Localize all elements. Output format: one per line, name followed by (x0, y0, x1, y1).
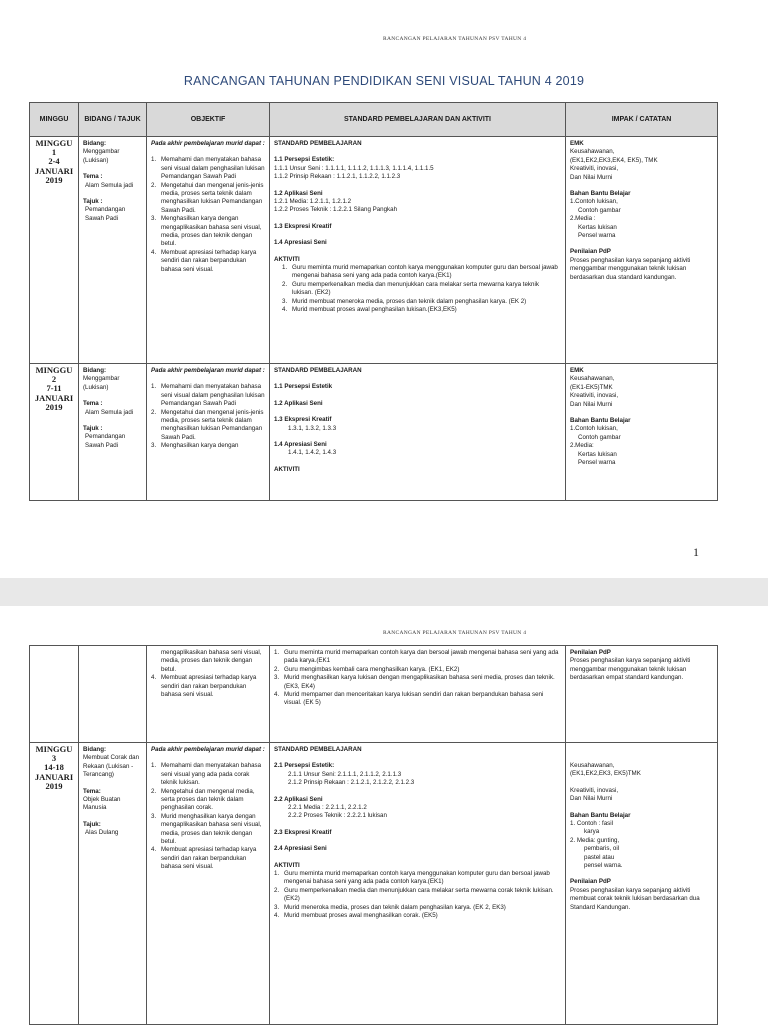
sp-apresiasi: 1.4 Apresiasi Seni (274, 441, 327, 449)
objective-item: mengaplikasikan bahasa seni visual, media, proses dan teknik dengan betul. (161, 649, 262, 673)
tajuk-value: Pemandangan Sawah Padi (85, 433, 126, 449)
standard-cell (270, 646, 566, 743)
col-header-impak: IMPAK / CATATAN (566, 103, 718, 137)
sp-ekspresi: 2.3 Ekspresi Kreatif (274, 828, 332, 836)
week-cell (30, 137, 79, 364)
sp-line: 1.1.2 Prinsip Rekaan : 1.1.2.1, 1.1.2.2, 1.1.2.3 (274, 173, 401, 181)
bidang-value: Menggambar (Lukisan) (83, 148, 120, 164)
objective-intro: Pada akhir pembelajaran murid dapat : (151, 140, 265, 147)
plan-table-page-2 (29, 645, 718, 1025)
sp-line: 2.2.2 Proses Teknik : 2.2.2.1 lukisan (288, 812, 387, 820)
sp-aplikasi: 1.2 Aplikasi Seni (274, 189, 323, 197)
sp-ekspresi: 1.3 Ekspresi Kreatif (274, 222, 332, 230)
sp-line: 2.2.1 Media : 2.2.1.1, 2.2.1.2 (288, 804, 367, 812)
standard-cell (270, 137, 566, 364)
tajuk-label: Tajuk : (83, 198, 103, 206)
emk-label: EMK (570, 140, 584, 147)
activity-item: 2. Guru memperkenalkan media dan menunjukkan cara melakar serta mewarna karya teknik lukisan. (EK2) (282, 280, 539, 297)
page-gap (0, 578, 768, 606)
bidang-cell (79, 646, 147, 743)
tajuk-label: Tajuk : (83, 425, 103, 433)
col-header-minggu: MINGGU (30, 103, 79, 137)
tema-value: Alam Semula jadi (85, 181, 134, 189)
sp-persepsi: 2.1 Persepsi Estetik: (274, 762, 335, 770)
week-cell (30, 364, 79, 501)
emk-line: Keusahawanan, (570, 148, 615, 156)
sp-persepsi: 1.1 Persepsi Estetik (274, 383, 333, 391)
aktiviti-label: AKTIVITI (274, 255, 300, 263)
sp-line: 2.1.1 Unsur Seni: 2.1.1.1, 2.1.1.2, 2.1.1.3 (288, 770, 402, 778)
activity-item: 2. Guru mengimbas kembali cara menghasilkan karya. (EK1, EK2) (274, 665, 460, 673)
bidang-label: Bidang: (83, 746, 107, 753)
sp-heading: STANDARD PEMBELAJARAN (274, 140, 362, 147)
bidang-cell (79, 743, 147, 1025)
pdp-text: Proses penghasilan karya sepanjang aktiviti membuat corak teknik lukisan berdasarkan dua Standard Kandungan. (570, 886, 700, 911)
week-label: MINGGU (35, 744, 73, 754)
week-dates: 14-18 (44, 762, 64, 773)
objective-item: 4. Membuat apresiasi terhadap karya sendiri dan rakan berpandukan bahasa seni visual. (151, 674, 257, 699)
running-header: RANCANGAN PELAJARAN TAHUNAN PSV TAHUN 4 (383, 630, 527, 636)
bbb-line: pembaris, oil (584, 845, 620, 853)
week-number: 1 (51, 147, 57, 158)
bbb-line: 1.Contoh lukisan, (570, 198, 618, 206)
sp-aplikasi: 2.2 Aplikasi Seni (274, 795, 323, 803)
bbb-line: 1.Contoh lukisan, (570, 425, 618, 433)
tema-label: Tema : (83, 173, 103, 181)
sp-heading: STANDARD PEMBELAJARAN (274, 746, 362, 753)
tema-value: Alam Semula jadi (85, 408, 134, 416)
pdp-text: Proses penghasilan karya sepanjang aktiviti menggambar menggunakan teknik lukisan berdasarkan empat standard kandungan. (570, 657, 691, 682)
col-header-standard: STANDARD PEMBELAJARAN DAN AKTIVITI (270, 103, 566, 137)
tema-value: Objek Buatan Manusia (83, 796, 121, 812)
week-label: MINGGU (35, 138, 73, 148)
objective-item: 4. Membuat apresiasi terhadap karya sendiri dan rakan berpandukan bahasa seni visual. (151, 248, 257, 273)
week-month: JANUARI (34, 165, 74, 176)
table-row-week-2 (30, 364, 718, 501)
aktiviti-label: AKTIVITI (274, 861, 300, 869)
sp-aplikasi: 1.2 Aplikasi Seni (274, 399, 323, 407)
week-cell (30, 646, 79, 743)
activity-item: 1. Guru meminta murid memaparkan contoh karya menggunakan komputer guru dan bersoal jawab mengenai bahasa seni yang ada pada contoh karya.(EK1) (282, 264, 558, 280)
objective-intro: Pada akhir pembelajaran murid dapat : (151, 367, 265, 374)
bbb-line: Pensel warna (578, 459, 616, 467)
table-row-week-1 (30, 137, 718, 364)
bbb-line: Pensel warna (578, 232, 616, 240)
emk-line: Keusahawanan, (570, 375, 615, 383)
standard-cell (270, 364, 566, 501)
standard-cell (270, 743, 566, 1025)
week-dates: 2-4 (48, 156, 60, 167)
tajuk-value: Alas Dulang (85, 829, 119, 837)
emk-label: EMK (570, 367, 584, 374)
table-row-week-2-continued (30, 646, 718, 743)
bbb-label: Bahan Bantu Belajar (570, 811, 631, 819)
objektif-cell (147, 364, 270, 501)
objective-item: 4. Membuat apresiasi terhadap karya sendiri dan rakan berpandukan bahasa seni visual. (151, 846, 257, 871)
week-year: 2019 (45, 780, 63, 791)
week-month: JANUARI (34, 392, 74, 403)
objective-item: 1. Memahami dan menyatakan bahasa seni visual yang ada pada corak teknik lukisan. (151, 762, 262, 787)
table-row-week-3 (30, 743, 718, 1025)
bbb-line: pastel atau (584, 853, 615, 861)
activity-item: 3. Murid menghasilkan karya lukisan dengan mengaplikasikan bahasa seni media, proses dan teknik. (EK3, EK4) (274, 674, 555, 690)
pdp-label: Penilaian PdP (570, 878, 611, 886)
week-month: JANUARI (34, 771, 74, 782)
activity-item: 3. Murid membuat meneroka media, proses dan teknik dalam penghasilan karya. (EK 2) (282, 297, 527, 305)
emk-line: Dan Nilai Murni (570, 173, 613, 181)
bidang-label: Bidang: (83, 367, 107, 374)
bbb-line: Kertas lukisan (578, 450, 617, 458)
bbb-line: 2.Media : (570, 215, 596, 223)
objective-intro: Pada akhir pembelajaran murid dapat : (151, 746, 265, 753)
sp-apresiasi: 1.4 Apresiasi Seni (274, 239, 327, 247)
objective-item: 2. Mengetahui dan mengenal jenis-jenis media, proses serta teknik dalam menghasilkan lukisan Pemandangan Sawah Padi. (151, 181, 264, 214)
bidang-value: Menggambar (Lukisan) (83, 375, 120, 391)
bbb-label: Bahan Bantu Belajar (570, 190, 631, 198)
week-year: 2019 (45, 401, 63, 412)
sp-apresiasi: 2.4 Apresiasi Seni (274, 845, 327, 853)
activity-item: 4. Murid mempamer dan menceritakan karya lukisan sendiri dan rakan berpandukan bahasa seni visual. (EK 5) (274, 691, 544, 707)
objective-item: 2. Mengetahui dan mengenal media, serta proses dan teknik dalam penghasilan corak. (151, 787, 255, 812)
objective-item: 2. Mengetahui dan mengenal jenis-jenis media, proses serta teknik dalam menghasilkan lukisan Pemandangan Sawah Padi. (151, 408, 264, 441)
col-header-bidang: BIDANG / TAJUK (79, 103, 147, 137)
sp-line: 1.4.1, 1.4.2, 1.4.3 (288, 449, 337, 457)
sp-persepsi: 1.1 Persepsi Estetik: (274, 156, 335, 164)
sp-line: 1.1.1 Unsur Seni : 1.1.1.1, 1.1.1.2, 1.1.1.3, 1.1.1.4, 1.1.1.5 (274, 164, 434, 172)
bidang-cell (79, 137, 147, 364)
week-number: 2 (51, 374, 57, 385)
emk-line: (EK1-EK5)TMK (570, 383, 613, 391)
emk-line: Dan Nilai Murni (570, 400, 613, 408)
week-dates: 7-11 (46, 383, 62, 394)
bbb-line: Kertas lukisan (578, 223, 617, 231)
pdp-label: Penilaian PdP (570, 248, 611, 256)
bidang-value: Membuat Corak dan Rekaan (Lukisan - Terancang) (83, 754, 140, 779)
tajuk-value: Pemandangan Sawah Padi (85, 206, 126, 222)
week-cell (30, 743, 79, 1025)
emk-line: (EK1,EK2,EK3,EK4, EK5), TMK (570, 156, 658, 164)
plan-table-page-1 (29, 102, 718, 501)
sp-line: 1.2.2 Proses Teknik : 1.2.2.1 Silang Pangkah (274, 206, 398, 214)
impak-cell (566, 137, 718, 364)
impak-cell (566, 646, 718, 743)
page-number: 1 (693, 545, 699, 559)
tajuk-label: Tajuk: (83, 820, 101, 828)
objective-item: 1. Memahami dan menyatakan bahasa seni visual dalam penghasilan lukisan Pemandangan Sawah Padi (151, 383, 265, 408)
sp-line: 1.2.1 Media: 1.2.1.1, 1.2.1.2 (274, 198, 352, 206)
week-label: MINGGU (35, 365, 73, 375)
objektif-cell (147, 137, 270, 364)
activity-item: 2. Guru memperkenalkan media dan menunjukkan cara melakar serta mewarna corak teknik lukisan. (EK2) (274, 886, 554, 903)
objective-item: 1. Memahami dan menyatakan bahasa seni visual dalam penghasilan lukisan Pemandangan Sawah Padi (151, 156, 265, 181)
document-title: RANCANGAN TAHUNAN PENDIDIKAN SENI VISUAL TAHUN 4 2019 (183, 74, 585, 88)
aktiviti-label: AKTIVITI (274, 465, 300, 473)
activity-item: 4. Murid membuat proses awal penghasilan lukisan.(EK3,EK5) (282, 306, 457, 314)
emk-line: (EK1,EK2,EK3, EK5)TMK (570, 770, 641, 778)
objective-item: 3. Menghasilkan karya dengan mengaplikasikan bahasa seni visual, media, proses dan teknik dengan betul. (151, 215, 262, 248)
sp-ekspresi: 1.3 Ekspresi Kreatif (274, 416, 332, 424)
tema-label: Tema : (83, 400, 103, 408)
objektif-cell (147, 646, 270, 743)
bbb-line: Contoh gambar (578, 433, 621, 441)
week-number: 3 (51, 753, 57, 764)
emk-line: Kreativiti, inovasi, (570, 165, 619, 173)
sp-line: 1.3.1, 1.3.2, 1.3.3 (288, 424, 337, 432)
emk-line: Dan Nilai Murni (570, 795, 613, 803)
activity-item: 4. Murid membuat proses awal menghasilkan corak. (EK5) (274, 912, 438, 920)
bbb-line: 2.Media: (570, 442, 594, 450)
bbb-line: Contoh gambar (578, 206, 621, 214)
emk-line: Kreativiti, inovasi, (570, 786, 619, 794)
bidang-label: Bidang: (83, 140, 107, 147)
running-header: RANCANGAN PELAJARAN TAHUNAN PSV TAHUN 4 (383, 36, 527, 42)
activity-item: 1. Guru meminta murid memaparkan contoh karya menggunakan komputer guru dan bersoal jawab mengenai bahasa seni yang ada pada contoh karya.(EK1) (274, 870, 550, 886)
impak-cell (566, 364, 718, 501)
impak-cell (566, 743, 718, 1025)
objective-item: 3. Menghasilkan karya dengan (151, 442, 239, 450)
sp-line: 2.1.2 Prinsip Rekaan : 2.1.2.1, 2.1.2.2, 2.1.2.3 (288, 779, 415, 787)
bbb-line: pensel warna. (584, 862, 623, 870)
activity-item: 3. Murid meneroka media, proses dan teknik dalam penghasilan karya. (EK 2, EK3) (274, 903, 506, 911)
bbb-label: Bahan Bantu Belajar (570, 417, 631, 425)
emk-line: Kreativiti, inovasi, (570, 392, 619, 400)
tema-label: Tema: (83, 787, 101, 795)
bbb-line: 1. Contoh : fasil (570, 820, 613, 828)
pdp-text: Proses penghasilan karya sepanjang aktiviti menggambar menggunakan teknik lukisan berdasarkan dua standard kandungan. (570, 256, 691, 281)
bbb-line: karya (584, 828, 600, 836)
pdp-label: Penilaian PdP (570, 649, 611, 656)
bidang-cell (79, 364, 147, 501)
col-header-objektif: OBJEKTIF (147, 103, 270, 137)
emk-line: Keusahawanan, (570, 762, 615, 769)
bbb-line: 2. Media: gunting, (570, 836, 620, 844)
sp-heading: STANDARD PEMBELAJARAN (274, 367, 362, 374)
week-year: 2019 (45, 174, 63, 185)
objective-item: 3. Murid menghasilkan karya dengan mengaplikasikan bahasa seni visual, media, proses dan teknik dengan betul. (151, 812, 262, 846)
activity-item: 1. Guru meminta murid memaparkan contoh karya dan bersoal jawab mengenai bahasa seni yang ada pada karya.(EK1 (274, 649, 559, 665)
objektif-cell (147, 743, 270, 1025)
